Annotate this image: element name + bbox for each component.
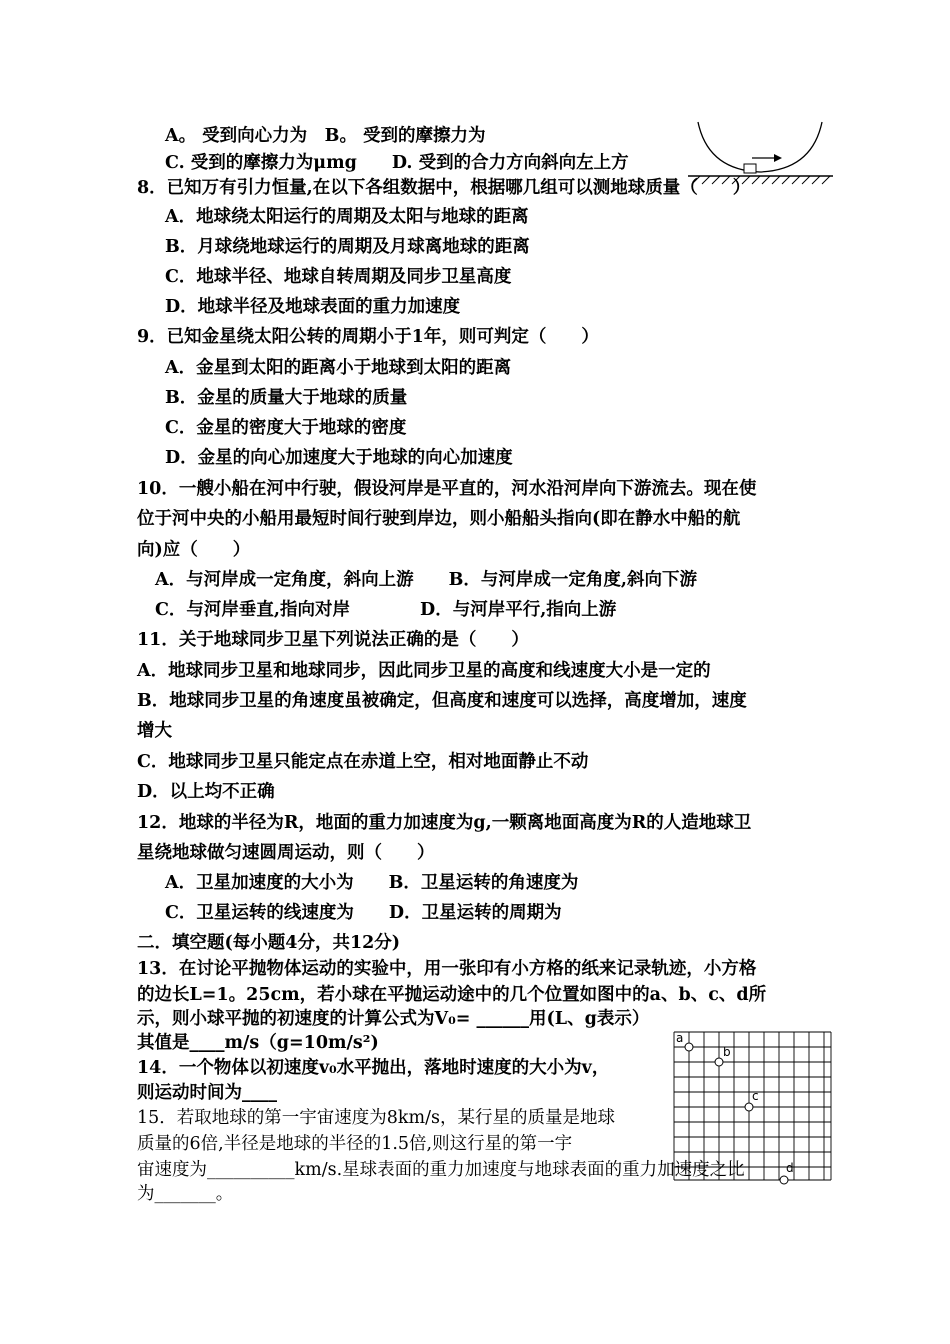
q12-options-cd: C．卫星运转的线速度为 D．卫星运转的周期为 bbox=[165, 903, 562, 923]
q15-line4: 为_______。 bbox=[137, 1184, 234, 1204]
q11-option-c: C．地球同步卫星只能定点在赤道上空，相对地面静止不动 bbox=[137, 752, 589, 772]
q10-options-cd: C．与河岸垂直,指向对岸 D．与河岸平行,指向上游 bbox=[155, 600, 617, 620]
q15-line3: 宙速度为__________km/s.星球表面的重力加速度与地球表面的重力加速度之比 bbox=[137, 1160, 745, 1180]
q11-stem: 11．关于地球同步卫星下列说法正确的是（ ） bbox=[137, 630, 529, 650]
grid-label-b: b bbox=[723, 1045, 731, 1059]
q14-line1: 14．一个物体以初速度v₀水平抛出，落地时速度的大小为v， bbox=[137, 1058, 610, 1078]
q13-line2: 的边长L=1。25cm，若小球在平抛运动途中的几个位置如图中的a、b、c、d所 bbox=[137, 985, 767, 1005]
q9-option-d: D．金星的向心加速度大于地球的向心加速度 bbox=[165, 448, 513, 468]
q11-option-a: A．地球同步卫星和地球同步，因此同步卫星的高度和线速度大小是一定的 bbox=[137, 661, 711, 681]
q11-option-b-line1: B．地球同步卫星的角速度虽被确定，但高度和速度可以选择，高度增加，速度 bbox=[137, 691, 747, 711]
q14-line2: 则运动时间为____ bbox=[137, 1083, 277, 1103]
grid-label-d: d bbox=[786, 1161, 794, 1175]
q7-options-ab: A。 受到向心力为 B。 受到的摩擦力为 bbox=[165, 126, 486, 146]
q8-stem: 8．已知万有引力恒量,在以下各组数据中，根据哪几组可以测地球质量（ ） bbox=[137, 178, 751, 198]
q7-options-cd: C. 受到的摩擦力为μmg D. 受到的合力方向斜向左上方 bbox=[165, 153, 629, 173]
q13-line4: 其值是____m/s（g=10m/s²) bbox=[137, 1033, 379, 1053]
q11-option-d: D．以上均不正确 bbox=[137, 782, 275, 802]
q15-line2: 质量的6倍,半径是地球的半径的1.5倍,则这行星的第一宇 bbox=[137, 1134, 573, 1154]
q11-option-b-line2: 增大 bbox=[137, 721, 172, 741]
section-two-heading: 二．填空题(每小题4分，共12分) bbox=[137, 933, 401, 953]
q9-option-a: A．金星到太阳的距离小于地球到太阳的距离 bbox=[165, 358, 512, 378]
grid-label-c: c bbox=[752, 1089, 759, 1103]
q15-line1: 15．若取地球的第一宇宙速度为8km/s，某行星的质量是地球 bbox=[137, 1108, 615, 1128]
grid-label-a: a bbox=[676, 1031, 684, 1045]
q10-stem-line3: 向)应（ ） bbox=[137, 540, 251, 560]
q13-line1: 13．在讨论平抛物体运动的实验中，用一张印有小方格的纸来记录轨迹，小方格 bbox=[137, 959, 757, 979]
q10-options-ab: A．与河岸成一定角度，斜向上游 B．与河岸成一定角度,斜向下游 bbox=[155, 570, 697, 590]
q8-option-d: D．地球半径及地球表面的重力加速度 bbox=[165, 297, 461, 317]
q12-stem-line1: 12．地球的半径为R，地面的重力加速度为g,一颗离地面高度为R的人造地球卫 bbox=[137, 813, 752, 833]
q13-line3: 示，则小球平抛的初速度的计算公式为V₀= ______用(L、g表示） bbox=[137, 1009, 650, 1029]
q12-stem-line2: 星绕地球做匀速圆周运动，则（ ） bbox=[137, 843, 435, 863]
q10-stem-line1: 10．一艘小船在河中行驶，假设河岸是平直的，河水沿河岸向下游流去。现在使 bbox=[137, 479, 757, 499]
q9-stem: 9．已知金星绕太阳公转的周期小于1年，则可判定（ ） bbox=[137, 327, 599, 347]
q8-option-c: C．地球半径、地球自转周期及同步卫星高度 bbox=[165, 267, 512, 287]
q10-stem-line2: 位于河中央的小船用最短时间行驶到岸边，则小船船头指向(即在静水中船的航 bbox=[137, 509, 741, 529]
q8-option-a: A．地球绕太阳运行的周期及太阳与地球的距离 bbox=[165, 207, 529, 227]
q8-option-b: B．月球绕地球运行的周期及月球离地球的距离 bbox=[165, 237, 530, 257]
q9-option-c: C．金星的密度大于地球的密度 bbox=[165, 418, 407, 438]
q9-option-b: B．金星的质量大于地球的质量 bbox=[165, 388, 408, 408]
q12-options-ab: A．卫星加速度的大小为 B．卫星运转的角速度为 bbox=[165, 873, 579, 893]
